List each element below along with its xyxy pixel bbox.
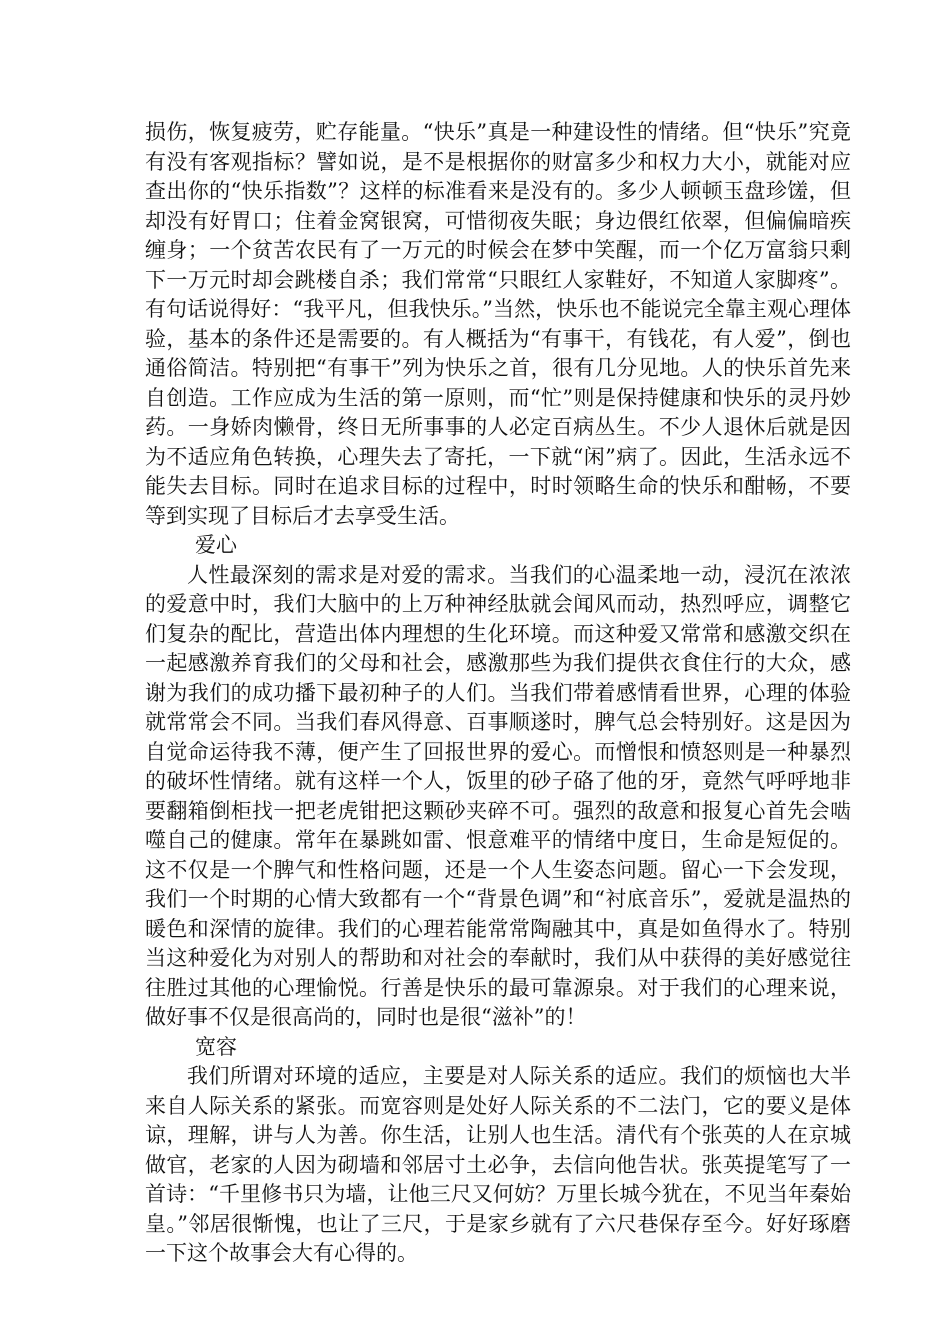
- paragraph-happiness: 损伤，恢复疲劳，贮存能量。“快乐”真是一种建设性的情绪。但“快乐”究竟有没有客观指标？譬如说，是不是根据你的财富多少和权力大小，就能对应查出你的“快乐指数”？这样的标准看来是没有的。多少人顿顿玉盘珍馐，但却没有好胃口；住着金窝银窝，可惜彻夜失眠；身边偎红依翠，但偏偏暗疾缠身；一个贫苦农民有了一万元的时候会在梦中笑醒，而一个亿万富翁只剩下一万元时却会跳楼自杀；我们常常“只眼红人家鞋好，不知道人家脚疼”。有句话说得好：“我平凡，但我快乐。”当然，快乐也不能说完全靠主观心理体验，基本的条件还是需要的。有人概括为“有事干，有钱花，有人爱”，倒也通俗简洁。特别把“有事干”列为快乐之首，很有几分见地。人的快乐首先来自创造。工作应成为生活的第一原则，而“忙”则是保持健康和快乐的灵丹妙药。一身娇肉懒骨，终日无所事事的人必定百病丛生。不少人退休后就是因为不适应角色转换，心理失去了寄托，一下就“闲”病了。因此，生活永远不能失去目标。同时在追求目标的过程中，时时领略生命的快乐和酣畅，不要等到实现了目标后才去享受生活。: [145, 120, 851, 528]
- paragraph-love: 人性最深刻的需求是对爱的需求。当我们的心温柔地一动，浸沉在浓浓的爱意中时，我们大脑中的上万种神经肽就会闻风而动，热烈呼应，调整它们复杂的配比，营造出体内理想的生化环境。而这种爱又常常和感激交织在一起感激养育我们的父母和社会，感激那些为我们提供衣食住行的大众，感谢为我们的成功播下最初种子的人们。当我们带着感情看世界，心理的体验就常常会不同。当我们春风得意、百事顺遂时，脾气总会特别好。这是因为自觉命运待我不薄，便产生了回报世界的爱心。而憎恨和愤怒则是一种暴烈的破坏性情绪。就有这样一个人，饭里的砂子硌了他的牙，竟然气呼呼地非要翻箱倒柜找一把老虎钳把这颗砂夹碎不可。强烈的敌意和报复心首先会啮噬自己的健康。常年在暴跳如雷、恨意难平的情绪中度日，生命是短促的。这不仅是一个脾气和性格问题，还是一个人生姿态问题。留心一下会发现，我们一个时期的心情大致都有一个“背景色调”和“衬底音乐”，爱就是温热的暖色和深情的旋律。我们的心理若能常常陶融其中，真是如鱼得水了。特别当这种爱化为对别人的帮助和对社会的奉献时，我们从中获得的美好感觉往往胜过其他的心理愉悦。行善是快乐的最可靠源泉。对于我们的心理来说，做好事不仅是很高尚的，同时也是很“滋补”的！: [145, 562, 851, 1029]
- section-heading-tolerance: 宽容: [195, 1034, 237, 1059]
- paragraph-tolerance: 我们所谓对环境的适应，主要是对人际关系的适应。我们的烦恼也大半来自人际关系的紧张。而宽容则是处好人际关系的不二法门，它的要义是体谅，理解，讲与人为善。你生活，让别人也生活。清代有个张英的人在京城做官，老家的人因为砌墙和邻居寸土必争，去信向他告状。张英提笔写了一首诗：“千里修书只为墙，让他三尺又何妨？万里长城今犹在，不见当年秦始皇。”邻居很惭愧，也让了三尺，于是家乡就有了六尺巷保存至今。好好琢磨一下这个故事会大有心得的。: [145, 1064, 851, 1265]
- section-heading-love: 爱心: [195, 533, 237, 557]
- document-page: [145, 118, 851, 1269]
